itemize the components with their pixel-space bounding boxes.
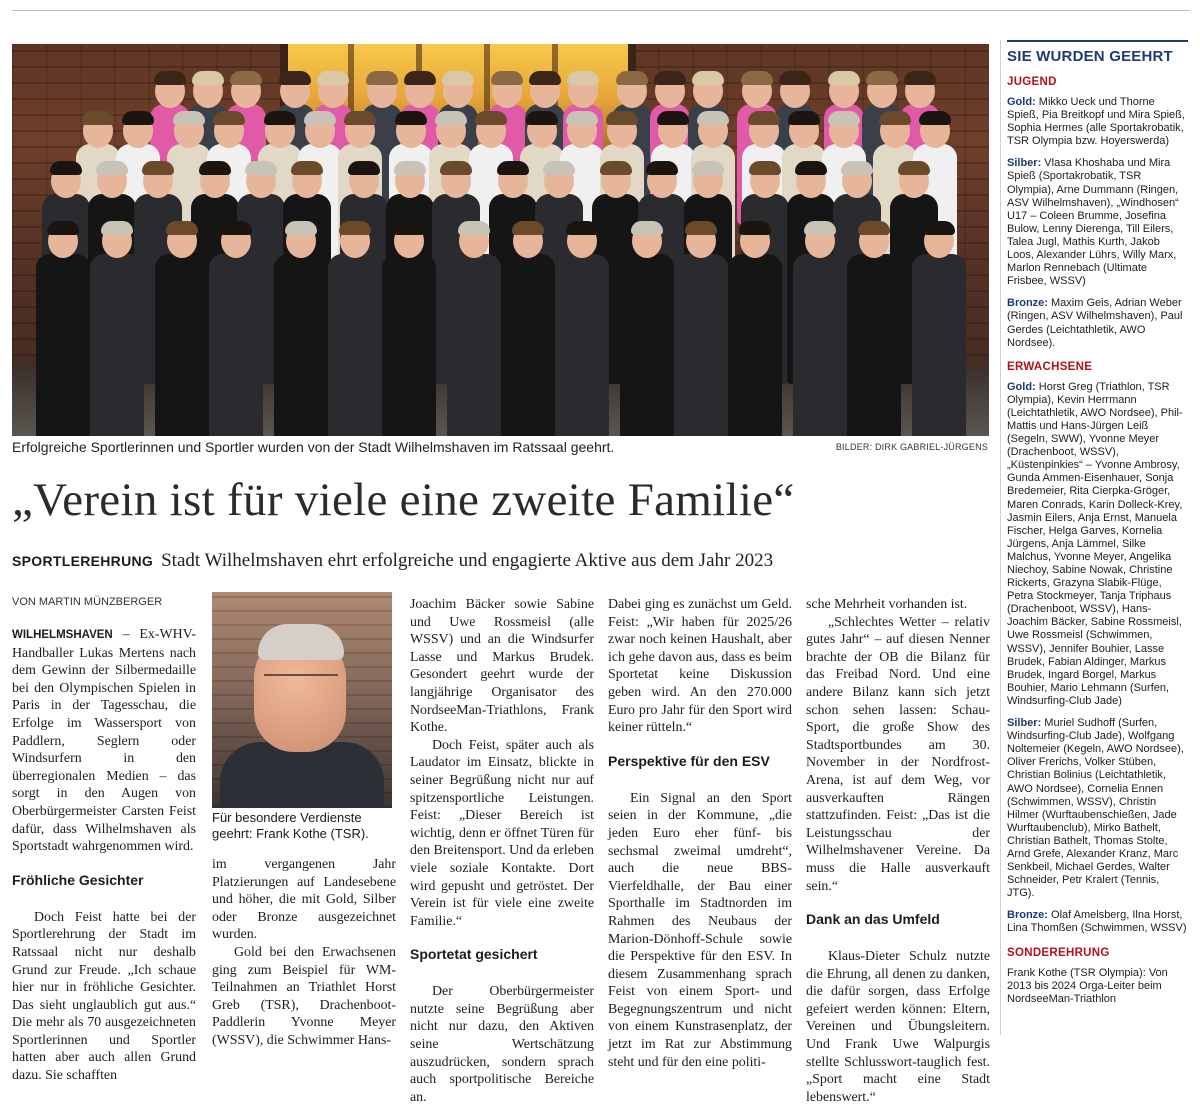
article-column-1 — [12, 626, 196, 1085]
award-label: Bronze: — [1007, 909, 1048, 922]
photo-caption: Erfolgreiche Sportlerinnen und Sportler wurden von der Stadt Wilhelmshaven im Ratssaal geehrt. — [12, 439, 615, 455]
award-entry: Frank Kothe (TSR Olympia): Von 2013 bis 2024 Orga-Leiter beim NordseeMan-Triathlon — [1007, 966, 1168, 1005]
award-text: Vlasa Khoshaba und Mira Spieß (Sportakrobatik, TSR Olympia), Arne Dummann (Ringen, ASV Wilhelmshaven), „Windhosen“ U17 – Coleen Brumme, Josefina Bulow, Lenny Dierenga, Till Eilers, Talea Jugl, Mathis Kurth, Jakob Loos, Alexander Lührs, Willy Marx, Marlon Rennebach (Ultimate Frisbee, WSSV) — [1007, 157, 1179, 288]
person-figure — [382, 224, 436, 436]
person-figure — [155, 224, 209, 436]
award-text: Mikko Ueck und Thorne Spieß, Pia Breitkopf und Mira Spieß, Sophia Hermes (alle Sportakrobatik, TSR Olympia bzw. Hoyerswerda) — [1007, 96, 1185, 148]
award-entry — [1007, 96, 1188, 148]
award-text: Maxim Geis, Adrian Weber (Ringen, ASV Wilhelmshaven), Paul Gerdes (Leichtathletik, AWO Nordsee). — [1007, 297, 1183, 349]
paragraph: „Schlechtes Wetter – relativ gutes Jahr“ – auf diesen Nenner brachte der OB die Bilanz für das Freibad Nord. Und eine andere Bilanz kann sich jetzt schon sehen lassen: Schau-Sport, die große Show des Stadtsportbundes am 30. November in der Nordfrost-Arena, ist auf dem Weg, vor ausverkauften Rängen stattzufinden. Feist: „Das ist die Leistungsschau der Wilhelmshavener Vereine. Da muss die Halle ausverkauft sein.“ — [806, 614, 990, 894]
person-figure — [620, 224, 674, 436]
subheading: Fröhliche Gesichter — [12, 871, 144, 888]
person-figure — [793, 224, 847, 436]
award-text: Olaf Amelsberg, Ilna Horst, Lina Thomßen (Schwimmen, WSSV) — [1007, 909, 1187, 935]
person-figure — [912, 224, 966, 436]
person-figure — [447, 224, 501, 436]
paragraph: Dabei ging es zunächst um Geld. Feist: „Wir haben für 2025/26 zwar noch keinen Haushalt, aber ich gehe davon aus, dass es beim Sportetat keine Diskussion geben wird. An den 270.000 Euro pro Jahr für den Sport wird keiner rütteln.“ — [608, 597, 792, 736]
subheading: Perspektive für den ESV — [608, 752, 770, 769]
award-label: Gold: — [1007, 96, 1036, 108]
subheadline-row — [12, 550, 992, 572]
paragraph: sche Mehrheit vorhanden ist. — [806, 597, 968, 612]
award-label: Gold: — [1007, 380, 1036, 393]
person-figure — [847, 224, 901, 436]
group-photo — [12, 44, 989, 436]
portrait-photo — [212, 592, 392, 808]
paragraph: Der Oberbürgermeister nutzte seine Begrüßung aber nicht nur dazu, den Aktiven seine Wertschätzung auszudrücken, sondern sprach auch sportpolitische Bereiche an. — [410, 984, 594, 1105]
article-column-5 — [806, 596, 990, 1106]
person-figure — [728, 224, 782, 436]
award-entry — [1007, 909, 1188, 935]
category-jugend: JUGEND — [1007, 76, 1057, 88]
headline: „Verein ist für viele eine zweite Familie“ — [12, 474, 795, 526]
article-column-3 — [410, 596, 594, 1106]
paragraph: – Ex-WHV-Handballer Lukas Mertens nach dem Gewinn der Silbermedaille bei den Olympischen Spielen in Paris in der Tagesschau, die Erfolge im Wassersport von Paddlern, Seglern oder Windsurfern in den überregionalen Medien – das sorgt in den Augen von Oberbürgermeister Carsten Feist dafür, dass Wilhelmshaven als Sportstadt wahrgenommen wird. — [12, 627, 196, 855]
dateline: WILHELMSHAVEN — [12, 629, 113, 641]
paragraph: Gold bei den Erwachsenen ging zum Beispiel für WM-Teilnahmen an Triathlet Horst Greb (TSR), Drachenboot-Paddlerin Yvonne Meyer (WSSV), die Schwimmer Hans- — [212, 944, 396, 1048]
paragraph: Klaus-Dieter Schulz nutzte die Ehrung, all denen zu danken, die dafür sorgen, dass Erfolge gefeiert werden können: Eltern, Vereinen und Übungsleitern. Und Frank Uwe Walpurgis stellte Schlusswort-tauglich fest. „Sport macht eine Stadt lebenswert.“ — [806, 949, 990, 1105]
person-figure — [90, 224, 144, 436]
honors-sidebar — [1000, 40, 1188, 1035]
subline: Stadt Wilhelmshaven ehrt erfolgreiche und engagierte Aktive aus dem Jahr 2023 — [161, 550, 774, 571]
subheading: Sportetat gesichert — [410, 946, 538, 963]
award-entry — [1007, 297, 1188, 349]
category-sonderehrung: SONDEREHRUNG — [1007, 946, 1110, 959]
portrait-caption: Für besondere Verdienste geehrt: Frank Kothe (TSR). — [212, 810, 369, 841]
person-figure — [36, 224, 90, 436]
paragraph: im vergangenen Jahr Platzierungen auf Landesebene und höher, die mit Gold, Silber oder Bronze ausgezeichnet wurden. — [212, 857, 396, 943]
sidebar-title: SIE WURDEN GEEHRT — [1007, 40, 1188, 65]
award-text: Horst Greg (Triathlon, TSR Olympia), Kevin Herrmann (Leichtathletik, AWO Nordsee), Phil-Mattis und Hans-Jürgen Leiß (Segeln, SWW), Yvonne Meyer (Drachenboot, WSSV), „Küstenpinkies“ – Yvonne Ambrosy, Gunda Ammen-Eisenhauer, Sonja Bredemeier, Rita Cierpka-Gröger, Maren Conrads, Karin Dolleck-Krey, Jasmin Eilers, Anja Ernst, Manuela Fischer, Helga Garves, Kornelia Jürgens, Anja Lämmel, Silke Malchus, Yvonne Meyer, Angelika Niechoy, Sabine Nowak, Christine Rickerts, Grazyna Slabik-Flüge, Petra Stockmeyer, Tanja Triphaus (Drachenboot, WSSV), Hans-Joachim Bäcker, Sabine Rossmeisl, Uwe Rossmeisl (Schwimmen, WSSV), Jennifer Bouhier, Lasse Brudek, Fabian Aldinger, Markus Brudek, Ingard Borgel, Markus Bouhier, Mario Lehmann (Surfen, Windsurfing-Club Jade) — [1007, 380, 1183, 707]
award-label: Silber: — [1007, 717, 1042, 730]
article-column-4 — [608, 596, 792, 1071]
award-text: Muriel Sudhoff (Surfen, Windsurfing-Club Jade), Wolfgang Noltemeier (Kegeln, AWO Nordsee), Oliver Frerichs, Volker Stüben, Christian Bolinius (Leichtathletik, AWO Nordsee), Cornelia Ennen (Schwimmen, WSSV), Christin Hilmer (Wurftaubenschießen, Jade Wurftaubenclub), Mirko Bathelt, Christian Bathelt, Thomas Stolte, Arnd Grefe, Alexander Kranz, Marc Senkbeil, Michael Gerdes, Walter Schneider, Petr Kralert (Tennis, JTG). — [1007, 717, 1184, 900]
person-figure — [328, 224, 382, 436]
award-entry — [1007, 381, 1188, 708]
top-rule — [12, 10, 1190, 11]
award-entry — [1007, 717, 1188, 900]
award-entry — [1007, 157, 1188, 288]
kicker: SPORTLEREHRUNG — [12, 553, 154, 569]
person-figure — [555, 224, 609, 436]
paragraph: Doch Feist hatte bei der Sportlerehrung der Stadt im Ratssaal nicht nur deshalb Grund zur Freude. „Ich schaue hier nur in fröhliche Gesichter. Das sieht unglaublich gut aus.“ Die mehr als 70 ausgezeichneten Sportlerinnen und Sportler hatten aber auch allen Grund dazu. Sie schafften — [12, 909, 196, 1084]
person-figure — [274, 224, 328, 436]
person-figure — [674, 224, 728, 436]
award-label: Bronze: — [1007, 297, 1048, 310]
person-figure — [209, 224, 263, 436]
author-byline: VON MARTIN MÜNZBERGER — [12, 596, 163, 608]
award-label: Silber: — [1007, 157, 1042, 170]
photo-credit: BILDER: DIRK GABRIEL-JÜRGENS — [835, 442, 988, 452]
paragraph: Ein Signal an den Sport seien in der Kommune, „die jeden Euro eher fünf- bis sechsmal zweimal umdreht“, auch die neue BBS-Vierfeldhalle, der Bau einer Sporthalle im Stadtnorden im Rahmen des Neubaus der Marion-Dönhoff-Schule sowie die Perspektive für den ESV. In diesem Zusammenhang sprach Feist von einem Sport- und Begegnungszentrum und nicht von einem Kunstrasenplatz, der jetzt im Rat zur Abstimmung steht und für den eine politi- — [608, 790, 792, 1070]
paragraph: Doch Feist, später auch als Laudator im Einsatz, blickte in seiner Begrüßung nicht nur auf spitzensportliche Leistungen. Feist: „Dieser Bereich ist wichtig, denn er öffnet Türen für den Breitensport. Und da erleben viele soziale Kontakte. Dort wird gepusht und getröstet. Der Verein ist für viele eine zweite Familie.“ — [410, 737, 594, 929]
subheading: Dank an das Umfeld — [806, 911, 940, 928]
paragraph: Joachim Bäcker sowie Sabine und Uwe Rossmeisl (alle WSSV) und an die Windsurfer Lasse und Markus Brudek. Gesondert geehrt wurde der langjährige Organisator des NordseeMan-Triathlons, Frank Kothe. — [410, 597, 594, 736]
person-figure — [501, 224, 555, 436]
category-erwachsene: ERWACHSENE — [1007, 360, 1093, 373]
article-column-2 — [212, 856, 396, 1050]
